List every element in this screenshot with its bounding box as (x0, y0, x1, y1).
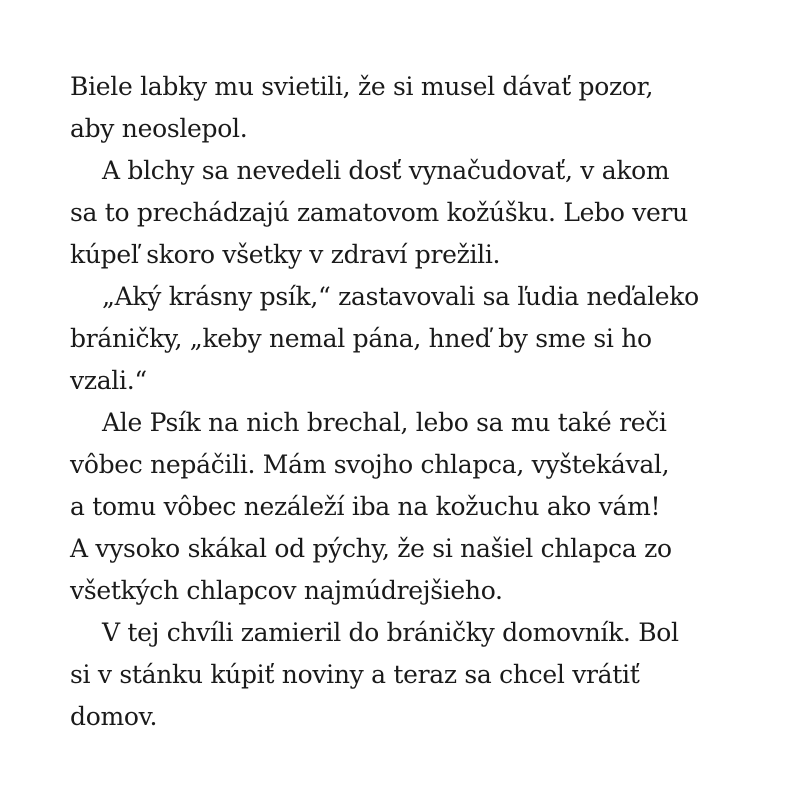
text-line: si v stánku kúpiť noviny a teraz sa chcel vrátiť (70, 660, 640, 689)
text-line: Ale Psík na nich brechal, lebo sa mu také reči (102, 408, 667, 437)
text-line: A blchy sa nevedeli dosť vynačudovať, v akom (102, 156, 670, 185)
page-text-block (70, 66, 770, 738)
text-line: bráničky, „keby nemal pána, hneď by sme si ho (70, 324, 652, 353)
text-line: a tomu vôbec nezáleží iba na kožuchu ako vám! (70, 492, 661, 521)
text-line: aby neoslepol. (70, 114, 248, 143)
text-line: A vysoko skákal od pýchy, že si našiel chlapca zo (70, 534, 672, 563)
text-line: domov. (70, 702, 158, 731)
text-line: kúpeľ skoro všetky v zdraví prežili. (70, 240, 501, 269)
text-line: všetkých chlapcov najmúdrejšieho. (70, 576, 503, 605)
text-line: „Aký krásny psík,“ zastavovali sa ľudia neďaleko (102, 282, 699, 311)
text-line: V tej chvíli zamieril do bráničky domovník. Bol (102, 618, 679, 647)
text-line: Biele labky mu svietili, že si musel dávať pozor, (70, 72, 654, 101)
text-line: sa to prechádzajú zamatovom kožúšku. Lebo veru (70, 198, 688, 227)
text-line: vzali.“ (70, 366, 147, 395)
text-line: vôbec nepáčili. Mám svojho chlapca, vyštekával, (70, 450, 670, 479)
